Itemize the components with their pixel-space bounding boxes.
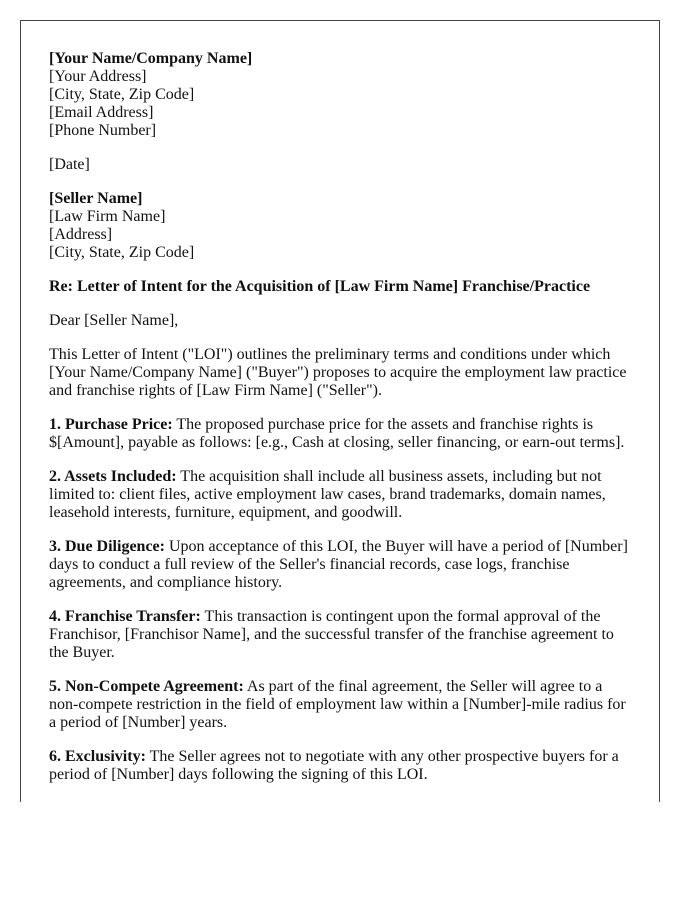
recipient-block xyxy=(49,190,629,262)
section-text: The Seller agrees not to negotiate with any other prospective buyers for a period of [Number] days following the signing of this LOI. xyxy=(49,748,619,783)
section-due-diligence xyxy=(49,538,629,592)
section-heading: 6. Exclusivity: xyxy=(49,748,146,765)
section-heading: 2. Assets Included: xyxy=(49,468,177,485)
section-text: This transaction is contingent upon the formal approval of the Franchisor, [Franchisor Name], and the successful transfer of the franchise agreement to the Buyer. xyxy=(49,608,614,661)
letter-page xyxy=(20,20,660,802)
section-assets-included xyxy=(49,468,629,522)
sender-name: [Your Name/Company Name] xyxy=(49,50,253,67)
section-franchise-transfer xyxy=(49,608,629,662)
section-heading: 1. Purchase Price: xyxy=(49,416,173,433)
sender-city: [City, State, Zip Code] xyxy=(49,86,195,103)
sender-block xyxy=(49,50,629,140)
sender-email: [Email Address] xyxy=(49,104,154,121)
recipient-name: [Seller Name] xyxy=(49,190,143,207)
section-purchase-price xyxy=(49,416,629,452)
section-heading: 3. Due Diligence: xyxy=(49,538,165,555)
section-text: Upon acceptance of this LOI, the Buyer will have a period of [Number] days to conduct a full review of the Seller's financial records, case logs, franchise agreements, and compliance history. xyxy=(49,538,628,591)
section-exclusivity xyxy=(49,748,629,784)
section-text: As part of the final agreement, the Seller will agree to a non-compete restriction in the field of employment law within a [Number]-mile radius for a period of [Number] years. xyxy=(49,678,626,731)
section-text: The proposed purchase price for the assets and franchise rights is $[Amount], payable as follows: [e.g., Cash at closing, seller financing, or earn-out terms]. xyxy=(49,416,625,451)
subject-line: Re: Letter of Intent for the Acquisition of [Law Firm Name] Franchise/Practice xyxy=(49,278,591,295)
intro-paragraph: This Letter of Intent ("LOI") outlines the preliminary terms and conditions under which [Your Name/Company Name] ("Buyer") proposes to acquire the employment law practice and franchise rights of [Law Firm Name] ("Seller"). xyxy=(49,346,627,399)
sender-phone: [Phone Number] xyxy=(49,122,157,139)
section-heading: 4. Franchise Transfer: xyxy=(49,608,201,625)
letter-date: [Date] xyxy=(49,156,90,173)
sender-address: [Your Address] xyxy=(49,68,147,85)
section-non-compete xyxy=(49,678,629,732)
salutation: Dear [Seller Name], xyxy=(49,312,179,329)
recipient-firm: [Law Firm Name] xyxy=(49,208,166,225)
recipient-address: [Address] xyxy=(49,226,113,243)
section-heading: 5. Non-Compete Agreement: xyxy=(49,678,244,695)
section-text: The acquisition shall include all business assets, including but not limited to: client files, active employment law cases, brand trademarks, domain names, leasehold interests, furniture, equipment, and goodwill. xyxy=(49,468,606,521)
recipient-city: [City, State, Zip Code] xyxy=(49,244,195,261)
